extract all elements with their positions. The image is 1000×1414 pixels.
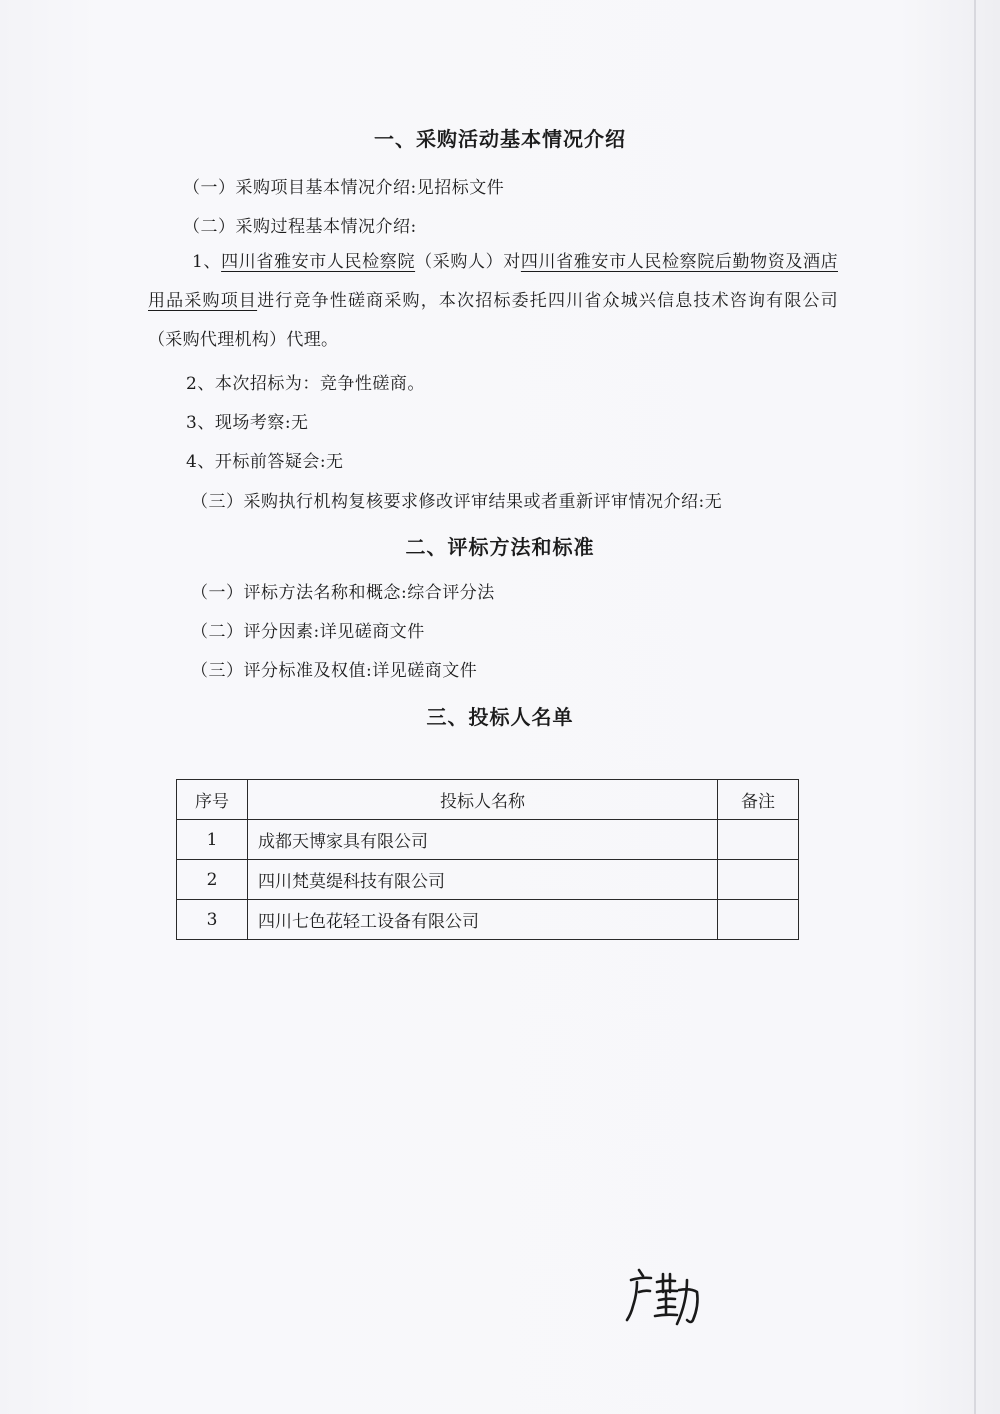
row-no: 3: [177, 900, 248, 940]
table-row: [177, 820, 799, 860]
table-row: [177, 900, 799, 940]
purchaser-role: （采购人）对: [415, 252, 521, 272]
row-note: [718, 900, 799, 940]
table-row: [177, 860, 799, 900]
row-name: 四川梵莫缇科技有限公司: [248, 860, 718, 900]
paragraph1-number: 1、: [192, 252, 222, 272]
section1-item1: （一）采购项目基本情况介绍:见招标文件: [183, 178, 505, 198]
header-name: 投标人名称: [248, 780, 718, 820]
table-header-row: [177, 780, 799, 820]
project-name: 四川省雅安市人民检察院后勤物资及酒店用品采购项目: [148, 252, 838, 311]
row-note: [718, 860, 799, 900]
section1-point3: 3、现场考察:无: [186, 413, 309, 433]
row-name: 成都天博家具有限公司: [248, 820, 718, 860]
bidder-table: [176, 779, 799, 940]
section2-item2: （二）评分因素:详见磋商文件: [191, 622, 425, 642]
handwritten-signature: [625, 1262, 715, 1332]
section1-item3: （三）采购执行机构复核要求修改评审结果或者重新评审情况介绍:无: [191, 492, 723, 512]
section2-item1: （一）评标方法名称和概念:综合评分法: [191, 583, 495, 603]
row-no: 2: [177, 860, 248, 900]
header-no: 序号: [177, 780, 248, 820]
section2-title: 二、评标方法和标准: [405, 535, 595, 559]
row-no: 1: [177, 820, 248, 860]
section2-item3: （三）评分标准及权值:详见磋商文件: [191, 661, 478, 681]
section1-item2: （二）采购过程基本情况介绍:: [183, 217, 417, 237]
paragraph1-rest: 进行竞争性磋商采购，本次招标委托四川省众城兴信息技术咨询有限公司（采购代理机构）代理。: [148, 291, 838, 350]
section3-title: 三、投标人名单: [426, 705, 574, 729]
purchaser-name: 四川省雅安市人民检察院: [221, 252, 416, 272]
header-note: 备注: [718, 780, 799, 820]
section1-paragraph1: [148, 243, 838, 360]
section1-point2: 2、本次招标为：竞争性磋商。: [186, 374, 425, 394]
section1-title: 一、采购活动基本情况介绍: [374, 127, 626, 151]
section1-point4: 4、开标前答疑会:无: [186, 452, 344, 472]
row-note: [718, 820, 799, 860]
row-name: 四川七色花轻工设备有限公司: [248, 900, 718, 940]
